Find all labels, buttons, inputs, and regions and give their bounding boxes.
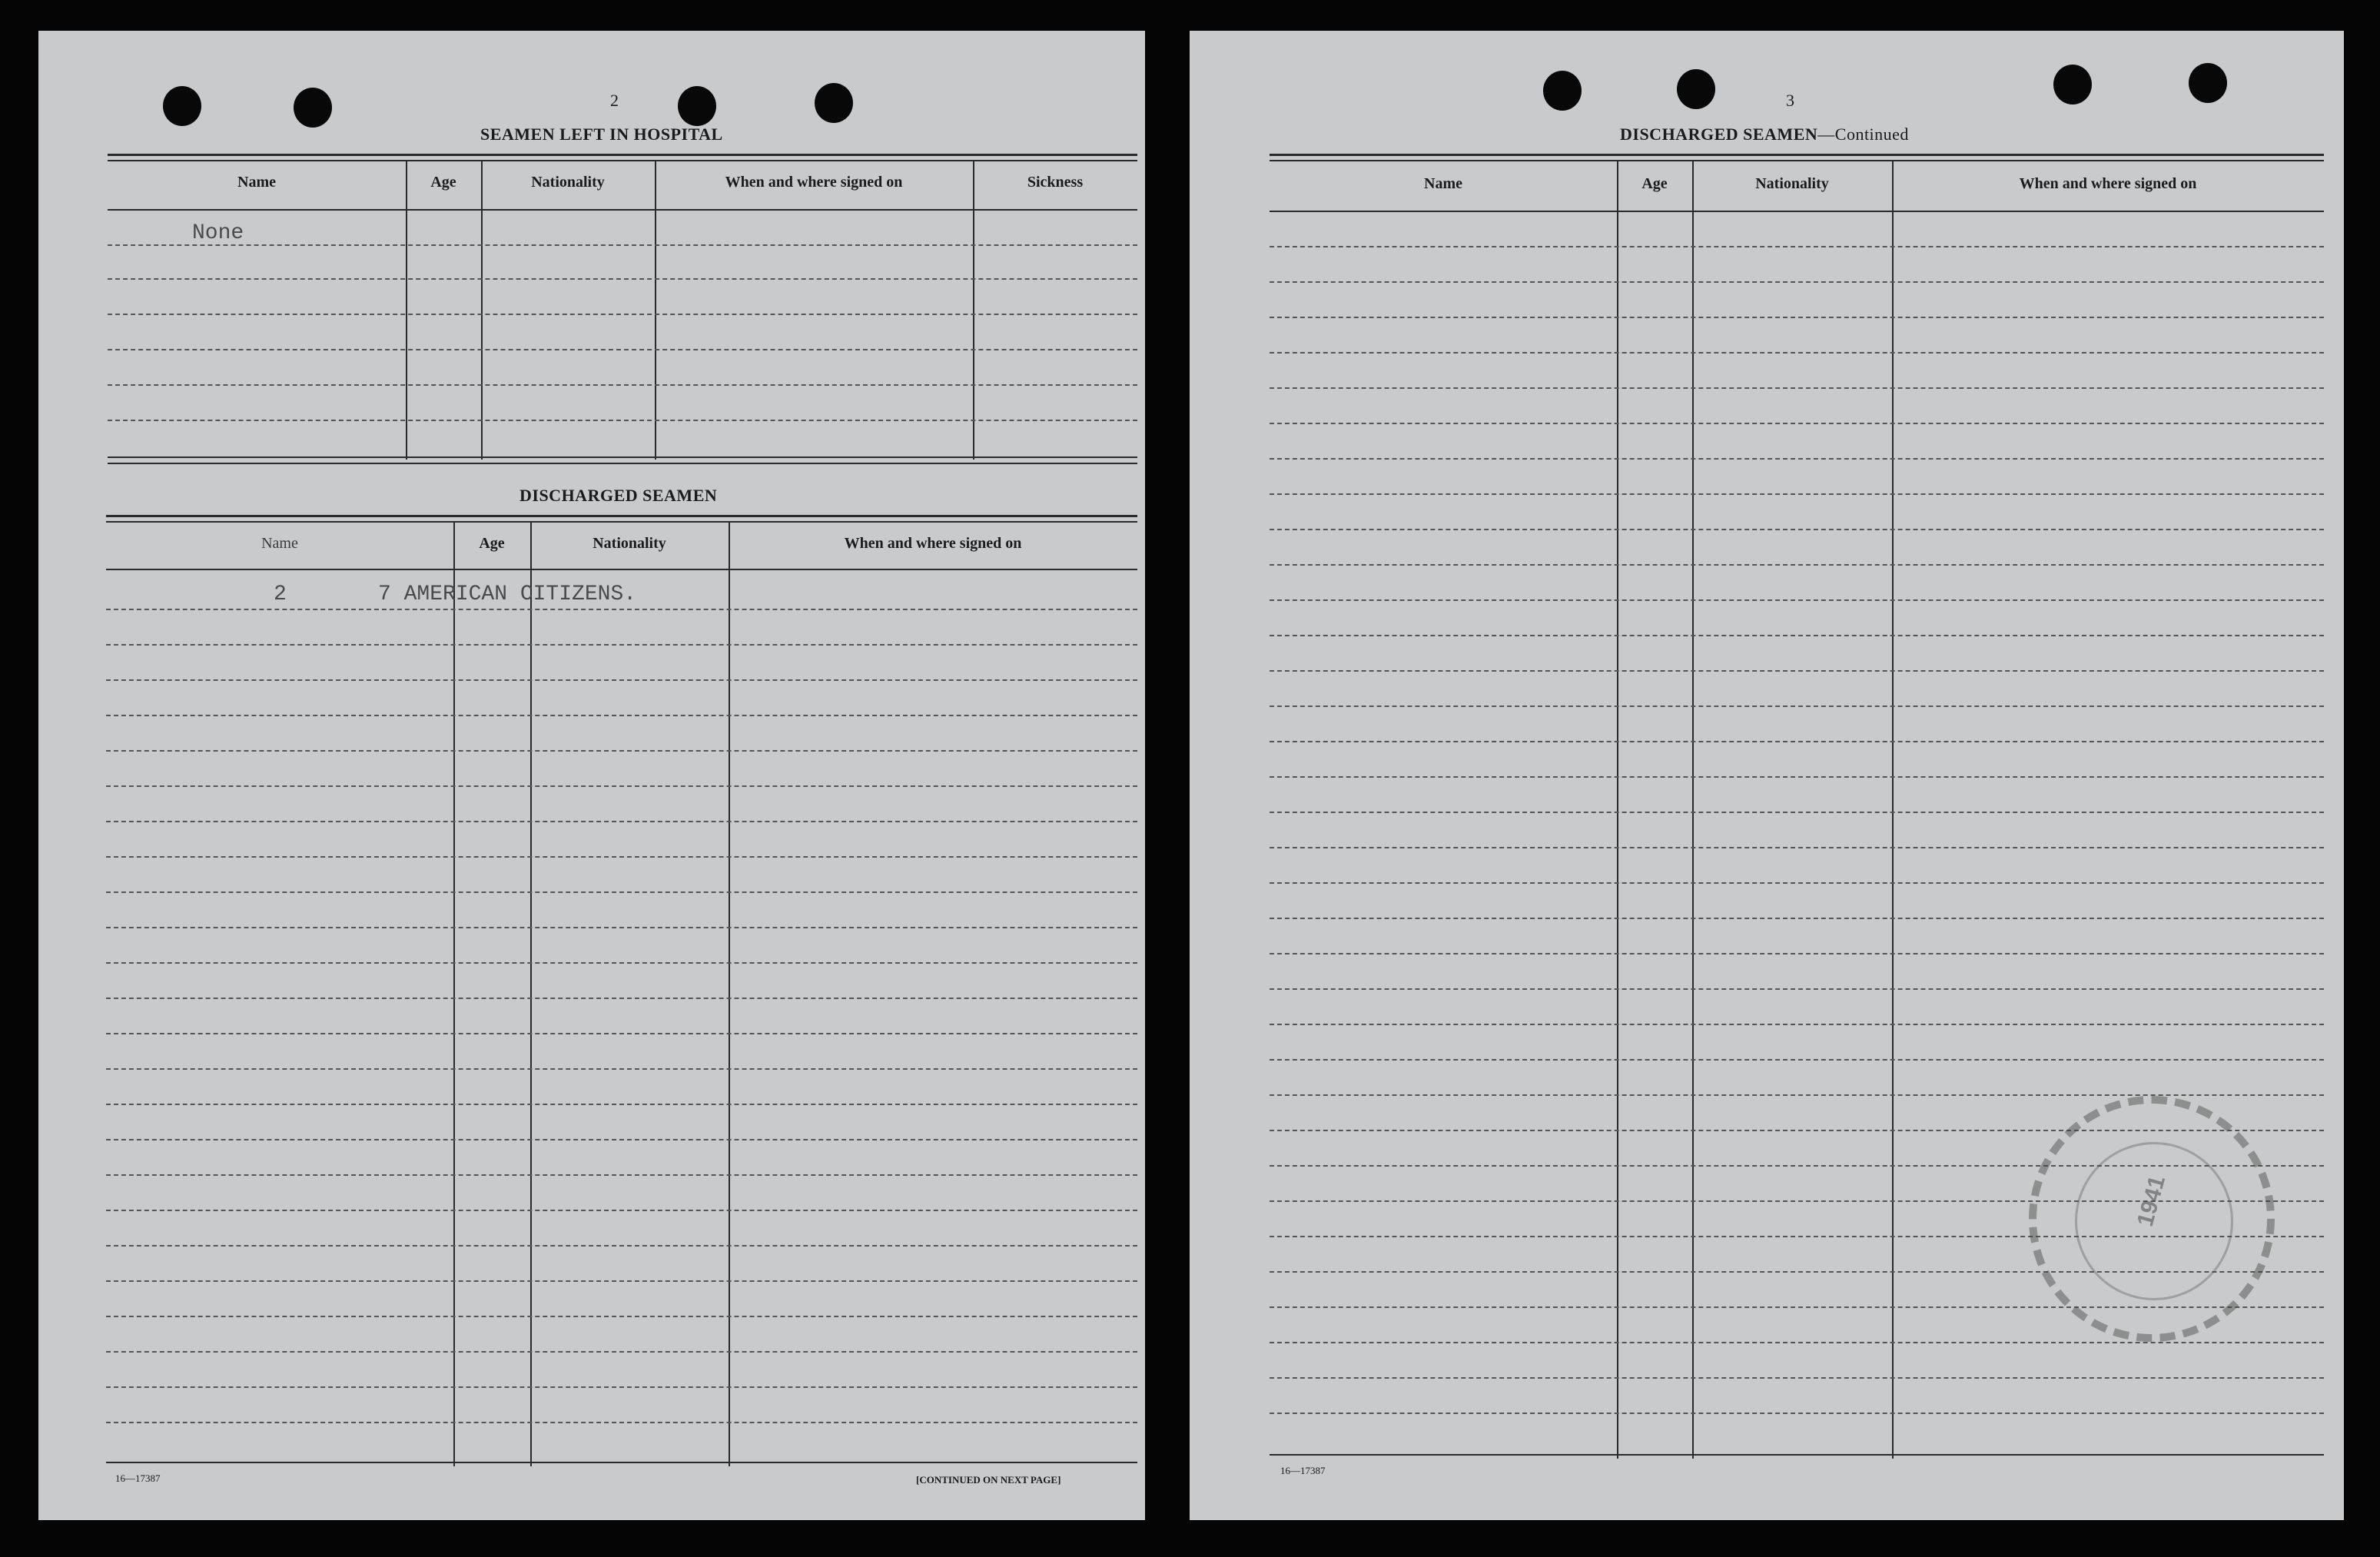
customs-stamp bbox=[2029, 1096, 2275, 1342]
column-header-signed-on: When and where signed on bbox=[725, 174, 903, 191]
form-number: 16—17387 bbox=[1280, 1465, 1326, 1476]
stamp-date: 1941 bbox=[2132, 1173, 2171, 1230]
form-number: 16—17387 bbox=[115, 1472, 161, 1484]
discharged-continued-title bbox=[1620, 124, 1909, 144]
column-header-name: Name bbox=[1424, 175, 1462, 192]
discharged-entry-name: 7 AMERICAN CITIZENS. bbox=[378, 583, 637, 606]
column-header-age: Age bbox=[479, 535, 505, 552]
section-title-main: DISCHARGED SEAMEN bbox=[1620, 124, 1818, 144]
column-header-age: Age bbox=[1641, 175, 1668, 192]
binder-hole bbox=[1543, 71, 1582, 111]
binder-hole bbox=[678, 86, 716, 126]
binder-hole bbox=[1677, 69, 1715, 109]
discharged-entry-mark: 2 bbox=[274, 583, 287, 606]
continued-note: [CONTINUED ON NEXT PAGE] bbox=[916, 1474, 1061, 1486]
left-page bbox=[38, 31, 1145, 1520]
hospital-section-title: SEAMEN LEFT IN HOSPITAL bbox=[480, 124, 723, 144]
right-page bbox=[1190, 31, 2344, 1520]
column-header-nationality: Nationality bbox=[593, 535, 666, 552]
column-header-name: Name bbox=[261, 535, 298, 552]
binder-hole bbox=[294, 88, 332, 128]
column-header-signed-on: When and where signed on bbox=[844, 535, 1022, 552]
column-header-age: Age bbox=[430, 174, 456, 191]
column-header-name: Name bbox=[237, 174, 276, 191]
column-header-nationality: Nationality bbox=[1755, 175, 1829, 192]
column-header-nationality: Nationality bbox=[531, 174, 605, 191]
binder-hole bbox=[163, 86, 201, 126]
binder-hole bbox=[2053, 65, 2092, 105]
binder-hole bbox=[2189, 63, 2227, 103]
binder-hole bbox=[815, 83, 853, 123]
discharged-section-title: DISCHARGED SEAMEN bbox=[519, 486, 718, 505]
column-header-sickness: Sickness bbox=[1027, 174, 1084, 191]
hospital-entry-name: None bbox=[192, 221, 244, 245]
page-number: 2 bbox=[610, 91, 619, 110]
page-number: 3 bbox=[1786, 91, 1794, 110]
section-title-suffix: —Continued bbox=[1817, 124, 1909, 144]
column-header-signed-on: When and where signed on bbox=[2019, 175, 2197, 192]
